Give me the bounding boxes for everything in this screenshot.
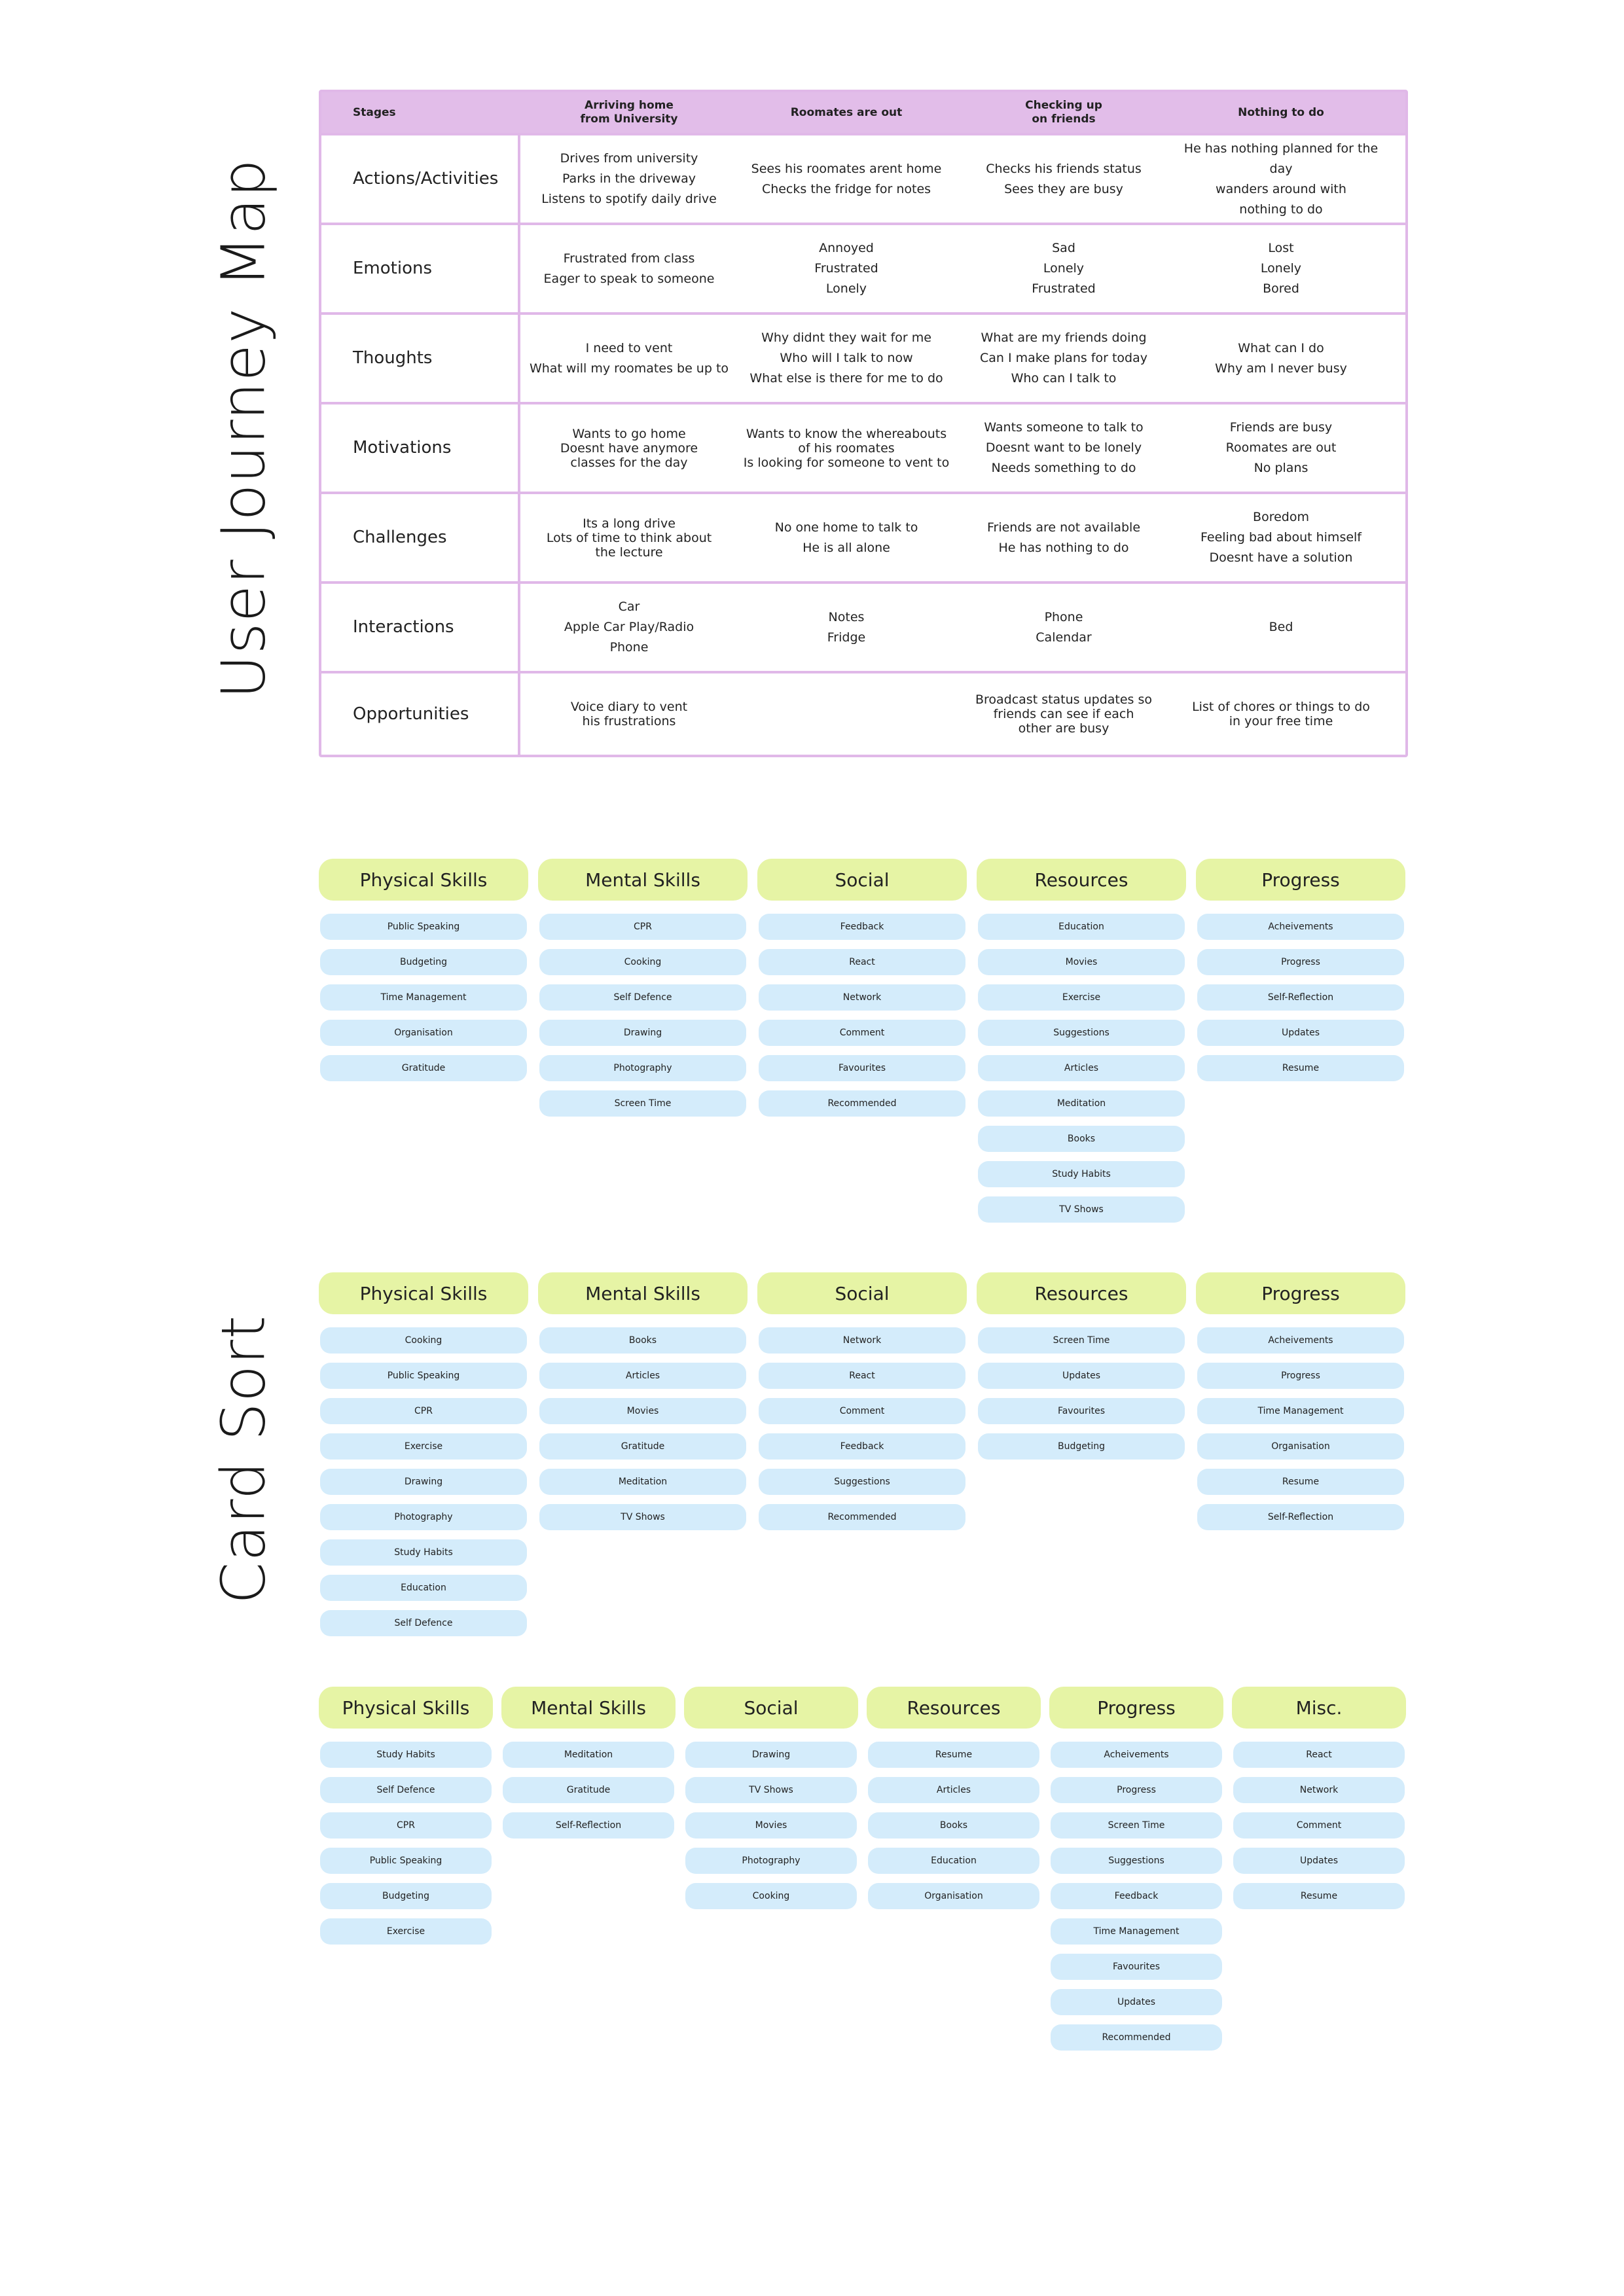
journey-cell [520, 315, 738, 402]
stage-header-line: on friends [1032, 113, 1096, 126]
card-item[interactable]: Updates [1197, 1020, 1404, 1046]
stage-header [738, 92, 955, 133]
category-header: Misc. [1232, 1687, 1406, 1729]
journey-cell [738, 404, 955, 492]
stage-header-line: Roomates are out [790, 105, 903, 119]
journey-cell-line: Why am I never busy [1215, 361, 1347, 376]
card-item[interactable]: Resume [1197, 1055, 1404, 1081]
journey-row [321, 492, 1405, 581]
card-item[interactable]: Updates [1233, 1848, 1405, 1874]
card-item[interactable]: Self-Reflection [1197, 984, 1404, 1011]
journey-cell [1172, 225, 1390, 312]
journey-cell-line: Notes [828, 609, 865, 624]
category-column [757, 859, 967, 1232]
journey-cell-line: He has nothing to do [998, 540, 1129, 555]
card-item[interactable]: Books [868, 1812, 1039, 1839]
row-label: Thoughts [321, 315, 520, 402]
journey-cell-line: Can I make plans for today [980, 351, 1147, 365]
card-item[interactable]: Budgeting [320, 1883, 492, 1909]
journey-cell-line: He has nothing planned for the day [1183, 141, 1379, 176]
category-column [867, 1687, 1041, 2060]
category-header: Resources [977, 1272, 1186, 1314]
row-label: Emotions [321, 225, 520, 312]
category-header: Social [757, 1272, 967, 1314]
card-item[interactable]: Favourites [1051, 1954, 1222, 1980]
journey-cell [520, 225, 738, 312]
card-item[interactable]: Movies [978, 949, 1185, 975]
journey-cell-line: Lonely [1043, 261, 1085, 276]
journey-cell-line: Sees his roomates arent home [751, 161, 942, 176]
card-item[interactable]: TV Shows [539, 1504, 746, 1530]
card-item[interactable]: TV Shows [685, 1777, 857, 1803]
card-sort-1 [319, 859, 1405, 1232]
card-item[interactable]: Cooking [685, 1883, 857, 1909]
card-item[interactable]: Network [1233, 1777, 1405, 1803]
card-item[interactable]: Study Habits [320, 1742, 492, 1768]
journey-cell-line: nothing to do [1239, 202, 1323, 217]
journey-cell-line: of his roomates [798, 440, 895, 456]
journey-cell [520, 135, 738, 223]
journey-cell-line: Voice diary to vent [570, 700, 688, 714]
stage-header-line: Arriving home [585, 99, 674, 112]
journey-header-row [321, 92, 1405, 133]
card-item[interactable]: Budgeting [978, 1433, 1185, 1460]
journey-cell-line: Doesnt want to be lonely [985, 440, 1142, 455]
card-item[interactable]: Organisation [868, 1883, 1039, 1909]
card-item[interactable]: Time Management [1051, 1918, 1222, 1945]
card-item[interactable]: Acheivements [1197, 1327, 1404, 1354]
card-item[interactable]: React [759, 1363, 965, 1389]
card-item[interactable]: TV Shows [978, 1196, 1185, 1223]
journey-cell-line: Friends are not available [986, 520, 1141, 535]
card-item[interactable]: Recommended [1051, 2024, 1222, 2051]
category-column [684, 1687, 858, 2060]
journey-cell-line: Feeling bad about himself [1200, 530, 1362, 545]
journey-cell-line: Lots of time to think about [546, 530, 712, 545]
card-item[interactable]: Articles [539, 1363, 746, 1389]
card-item[interactable]: Comment [1233, 1812, 1405, 1839]
journey-cell [1172, 315, 1390, 402]
journey-cell-line: wanders around with [1216, 181, 1346, 196]
card-item[interactable]: Study Habits [320, 1539, 527, 1566]
card-item[interactable]: Comment [759, 1398, 965, 1424]
card-item[interactable]: Meditation [539, 1469, 746, 1495]
journey-cell-line: Boredom [1253, 510, 1309, 524]
journey-cell-line: Doesnt have a solution [1209, 550, 1353, 565]
stage-header [520, 92, 738, 133]
card-sort-3 [319, 1687, 1406, 2060]
card-item[interactable]: Resume [1233, 1883, 1405, 1909]
journey-cell-line: Doesnt have anymore [560, 440, 698, 456]
card-item[interactable]: Books [539, 1327, 746, 1354]
journey-cell-line: Lost [1268, 241, 1294, 255]
category-header: Mental Skills [501, 1687, 676, 1729]
journey-cell-line: What can I do [1238, 340, 1324, 355]
category-header: Progress [1049, 1687, 1223, 1729]
journey-cell [520, 584, 738, 671]
journey-cell [738, 673, 955, 755]
journey-cell-line: Sad [1052, 241, 1075, 255]
card-item[interactable]: CPR [320, 1812, 492, 1839]
journey-cell [1172, 673, 1390, 755]
journey-cell-line: Who will I talk to now [780, 351, 913, 365]
stages-label: Stages [353, 105, 396, 119]
journey-cell-line: I need to vent [585, 340, 673, 355]
card-item[interactable]: Updates [1051, 1989, 1222, 2015]
card-item[interactable]: Gratitude [503, 1777, 674, 1803]
row-label: Interactions [321, 584, 520, 671]
card-item[interactable]: Suggestions [1051, 1848, 1222, 1874]
journey-cell [955, 673, 1172, 755]
row-label: Challenges [321, 494, 520, 581]
journey-cell-line: What else is there for me to do [749, 371, 943, 386]
journey-cell [1172, 494, 1390, 581]
card-item[interactable]: Resume [868, 1742, 1039, 1768]
card-item[interactable]: Comment [759, 1020, 965, 1046]
card-item[interactable]: Self Defence [320, 1610, 527, 1636]
card-item[interactable]: Exercise [320, 1918, 492, 1945]
card-item[interactable]: Suggestions [978, 1020, 1185, 1046]
journey-row [321, 581, 1405, 671]
card-item[interactable]: Self Defence [539, 984, 746, 1011]
journey-cell-line: Apple Car Play/Radio [564, 620, 695, 634]
category-column [319, 1272, 528, 1645]
journey-cell-line: What are my friends doing [981, 331, 1147, 345]
card-item[interactable]: CPR [539, 914, 746, 940]
stage-header [955, 92, 1172, 133]
journey-cell-line: Checks the fridge for notes [761, 181, 931, 196]
card-item[interactable]: Meditation [503, 1742, 674, 1768]
journey-row [321, 223, 1405, 312]
card-item[interactable]: Screen Time [1051, 1812, 1222, 1839]
user-journey-table [319, 90, 1408, 757]
card-item[interactable]: Self-Reflection [1197, 1504, 1404, 1530]
journey-cell-line: Its a long drive [583, 516, 676, 531]
category-column [977, 1272, 1186, 1645]
journey-cell-line: Bored [1263, 281, 1299, 296]
journey-cell [738, 584, 955, 671]
journey-cell-line: Phone [1044, 609, 1083, 624]
category-header: Physical Skills [319, 859, 528, 901]
journey-cell-line: Who can I talk to [1011, 371, 1117, 386]
category-header: Mental Skills [538, 859, 748, 901]
journey-cell-line: friends can see if each [993, 707, 1134, 721]
card-item[interactable]: Self-Reflection [503, 1812, 674, 1839]
category-column [538, 1272, 748, 1645]
journey-cell-line: Parks in the driveway [562, 171, 696, 186]
category-header: Social [684, 1687, 858, 1729]
journey-cell-line: Roomates are out [1225, 440, 1337, 455]
stage-header-line: Checking up [1025, 99, 1102, 112]
card-item[interactable]: Favourites [978, 1398, 1185, 1424]
category-column [538, 859, 748, 1232]
journey-cell [955, 404, 1172, 492]
journey-cell-line: Checks his friends status [986, 161, 1142, 176]
journey-cell-line: in your free time [1229, 714, 1333, 728]
journey-cell-line: his frustrations [582, 714, 676, 728]
card-sort-2 [319, 1272, 1405, 1645]
journey-cell-line: Listens to spotify daily drive [541, 192, 717, 206]
journey-cell [955, 315, 1172, 402]
card-item[interactable]: Organisation [320, 1020, 527, 1046]
card-item[interactable]: Public Speaking [320, 1363, 527, 1389]
journey-cell [955, 135, 1172, 223]
journey-cell-line: Wants to go home [572, 426, 686, 441]
journey-cell-line: Bed [1269, 620, 1293, 634]
row-label: Opportunities [321, 673, 520, 755]
category-column [1196, 859, 1405, 1232]
journey-cell-line: other are busy [1018, 721, 1110, 736]
journey-row [321, 133, 1405, 223]
journey-cell-line: Broadcast status updates so [975, 692, 1153, 707]
category-column [1049, 1687, 1223, 2060]
card-item[interactable]: Gratitude [539, 1433, 746, 1460]
journey-cell [1172, 135, 1390, 223]
category-column [977, 859, 1186, 1232]
journey-cell [955, 494, 1172, 581]
card-item[interactable]: Feedback [759, 914, 965, 940]
stage-header-line: from University [580, 113, 678, 126]
row-label: Actions/Activities [321, 135, 520, 223]
card-item[interactable]: Drawing [539, 1020, 746, 1046]
journey-cell-line: Needs something to do [991, 461, 1136, 475]
card-item[interactable]: CPR [320, 1398, 527, 1424]
stage-header [1172, 92, 1390, 133]
journey-cell [520, 404, 738, 492]
journey-row [321, 671, 1405, 755]
category-header: Resources [977, 859, 1186, 901]
journey-cell [1172, 584, 1390, 671]
card-item[interactable]: Time Management [320, 984, 527, 1011]
journey-cell-line: List of chores or things to do [1192, 700, 1370, 714]
category-column [319, 1687, 493, 2060]
card-item[interactable]: Resume [1197, 1469, 1404, 1495]
category-header: Social [757, 859, 967, 901]
card-item[interactable]: Progress [1051, 1777, 1222, 1803]
category-header: Resources [867, 1687, 1041, 1729]
journey-cell-line: No plans [1254, 461, 1308, 475]
journey-cell-line: What will my roomates be up to [529, 361, 729, 376]
card-item[interactable]: Education [320, 1575, 527, 1601]
journey-cell [955, 225, 1172, 312]
category-header: Mental Skills [538, 1272, 748, 1314]
card-item[interactable]: React [1233, 1742, 1405, 1768]
card-item[interactable]: Articles [868, 1777, 1039, 1803]
journey-cell-line: Drives from university [560, 151, 698, 166]
card-item[interactable]: Cooking [539, 949, 746, 975]
journey-cell-line: Calendar [1036, 630, 1092, 645]
journey-cell-line: Eager to speak to someone [543, 271, 715, 286]
journey-cell-line: classes for the day [570, 455, 688, 470]
card-item[interactable]: Exercise [320, 1433, 527, 1460]
journey-cell-line: Phone [609, 640, 649, 655]
journey-cell-line: He is all alone [803, 540, 890, 555]
journey-cell [738, 494, 955, 581]
category-header: Physical Skills [319, 1272, 528, 1314]
card-item[interactable]: Drawing [320, 1469, 527, 1495]
journey-cell [520, 673, 738, 755]
card-sort-title: Card Sort [208, 1314, 279, 1605]
card-item[interactable]: Recommended [759, 1090, 965, 1117]
journey-cell [955, 584, 1172, 671]
card-item[interactable]: Organisation [1197, 1433, 1404, 1460]
card-item[interactable]: Public Speaking [320, 1848, 492, 1874]
card-item[interactable]: Time Management [1197, 1398, 1404, 1424]
journey-cell-line: Wants someone to talk to [984, 420, 1144, 435]
card-item[interactable]: Suggestions [759, 1469, 965, 1495]
card-item[interactable]: Education [868, 1848, 1039, 1874]
journey-cell [520, 494, 738, 581]
category-column [1232, 1687, 1406, 2060]
journey-cell-line: Annoyed [819, 241, 874, 255]
card-item[interactable]: Meditation [978, 1090, 1185, 1117]
card-item[interactable]: Recommended [759, 1504, 965, 1530]
card-item[interactable]: Movies [539, 1398, 746, 1424]
journey-row [321, 312, 1405, 402]
card-item[interactable]: Gratitude [320, 1055, 527, 1081]
journey-cell-line: Is looking for someone to vent to [743, 455, 950, 470]
card-item[interactable]: Study Habits [978, 1161, 1185, 1187]
card-item[interactable]: Photography [320, 1504, 527, 1530]
journey-cell-line: Fridge [827, 630, 866, 645]
card-item[interactable]: Screen Time [539, 1090, 746, 1117]
card-item[interactable]: Education [978, 914, 1185, 940]
journey-cell [1172, 404, 1390, 492]
stage-header-line: Nothing to do [1238, 105, 1324, 119]
card-item[interactable]: Updates [978, 1363, 1185, 1389]
card-item[interactable]: Network [759, 984, 965, 1011]
card-item[interactable]: Public Speaking [320, 914, 527, 940]
card-item[interactable]: Cooking [320, 1327, 527, 1354]
category-header: Physical Skills [319, 1687, 493, 1729]
card-item[interactable]: Photography [685, 1848, 857, 1874]
journey-row [321, 402, 1405, 492]
journey-cell [738, 315, 955, 402]
card-item[interactable]: Self Defence [320, 1777, 492, 1803]
journey-cell-line: Why didnt they wait for me [761, 331, 931, 345]
category-column [757, 1272, 967, 1645]
journey-cell-line: Frustrated [1032, 281, 1096, 296]
card-item[interactable]: Progress [1197, 1363, 1404, 1389]
category-header: Progress [1196, 859, 1405, 901]
card-item[interactable]: Feedback [759, 1433, 965, 1460]
journey-cell-line: Friends are busy [1229, 420, 1333, 435]
card-item[interactable]: Acheivements [1197, 914, 1404, 940]
card-item[interactable]: Screen Time [978, 1327, 1185, 1354]
card-item[interactable]: Photography [539, 1055, 746, 1081]
row-label: Motivations [321, 404, 520, 492]
card-item[interactable]: Progress [1197, 949, 1404, 975]
journey-cell-line: Lonely [1260, 261, 1302, 276]
card-item[interactable]: Exercise [978, 984, 1185, 1011]
journey-cell-line: Car [618, 600, 640, 614]
card-item[interactable]: React [759, 949, 965, 975]
card-item[interactable]: Movies [685, 1812, 857, 1839]
category-header: Progress [1196, 1272, 1405, 1314]
journey-cell-line: Wants to know the whereabouts [746, 426, 947, 441]
category-column [501, 1687, 676, 2060]
journey-cell-line: No one home to talk to [774, 520, 918, 535]
card-item[interactable]: Drawing [685, 1742, 857, 1768]
category-column [1196, 1272, 1405, 1645]
journey-cell-line: Frustrated from class [563, 251, 695, 266]
journey-cell [738, 135, 955, 223]
card-item[interactable]: Articles [978, 1055, 1185, 1081]
card-item[interactable]: Acheivements [1051, 1742, 1222, 1768]
journey-cell [738, 225, 955, 312]
journey-cell-line: Sees they are busy [1004, 181, 1123, 196]
card-item[interactable]: Budgeting [320, 949, 527, 975]
user-journey-map-title: User Journey Map [208, 158, 279, 699]
journey-cell-line: Frustrated [814, 261, 878, 276]
card-item[interactable]: Network [759, 1327, 965, 1354]
card-item[interactable]: Favourites [759, 1055, 965, 1081]
journey-cell-line: the lecture [595, 545, 663, 560]
journey-cell-line: Lonely [825, 281, 867, 296]
category-column [319, 859, 528, 1232]
card-item[interactable]: Books [978, 1126, 1185, 1152]
card-item[interactable]: Feedback [1051, 1883, 1222, 1909]
